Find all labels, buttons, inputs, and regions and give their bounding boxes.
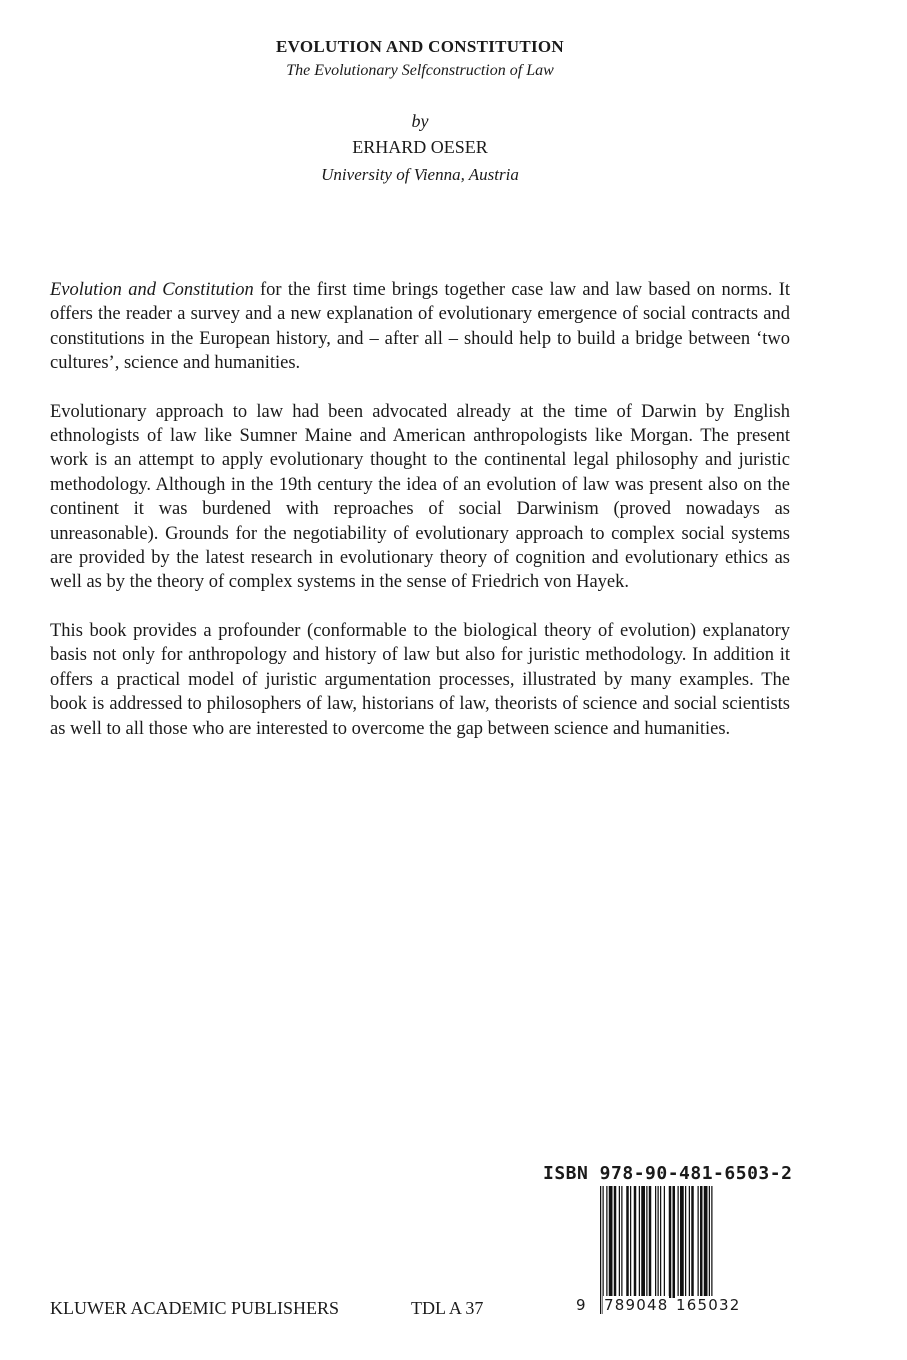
barcode-bar <box>691 1186 694 1298</box>
barcode-bar <box>619 1186 620 1298</box>
blurb-paragraph-3: This book provides a profounder (conformable to the biological theory of evolution) explanatory basis not only for anthropology and history of law but also for juristic methodology. In addition it offers a practical model of juristic argumentation processes, illustrated by many examples. The book is addressed to philosophers of law, historians of law, theorists of science and social scientists as well to all those who are interested to overcome the gap between science and humanities. <box>50 620 790 739</box>
book-header <box>0 36 840 186</box>
barcode-bar <box>678 1186 679 1298</box>
barcode-bar <box>630 1186 631 1298</box>
barcode-bar <box>658 1186 659 1314</box>
series-code: TDL A 37 <box>411 1298 484 1318</box>
barcode-bar <box>704 1186 708 1298</box>
barcode-bar <box>649 1186 652 1298</box>
barcode-bar <box>609 1186 613 1298</box>
barcode-bar <box>603 1186 604 1314</box>
by-line: by <box>411 111 429 131</box>
barcode-bar <box>655 1186 656 1314</box>
barcode-bar <box>634 1186 637 1298</box>
barcode-bar <box>626 1186 629 1298</box>
barcode-bar <box>680 1186 684 1298</box>
barcode-bar <box>669 1186 672 1298</box>
isbn-label: ISBN 978-90-481-6503-2 <box>543 1163 793 1184</box>
barcode-bar <box>660 1186 661 1298</box>
blurb-paragraph-1-text: for the first time brings together case law and law based on norms. It offers the reader a survey and a new explanation of evolutionary emergence of social contracts and constitutions in the European history, and – after all – should help to build a bridge between ‘two cultures’, science and humanities. <box>50 280 790 374</box>
book-subtitle: The Evolutionary Selfconstruction of Law <box>286 62 554 79</box>
barcode-bar <box>614 1186 617 1298</box>
author-affiliation: University of Vienna, Austria <box>321 165 519 184</box>
blurb-title-italic: Evolution and Constitution <box>50 280 254 300</box>
blurb <box>50 278 790 765</box>
barcode-bar <box>621 1186 622 1298</box>
barcode-bar <box>641 1186 645 1298</box>
book-title: EVOLUTION AND CONSTITUTION <box>275 37 565 56</box>
blurb-paragraph-2: Evolutionary approach to law had been advocated already at the time of Darwin by English ethnologists of law like Sumner Maine and American anthropologists like Morgan. The present work is an attempt to apply evolutionary thought to the continental legal philosophy and juristic methodology. Although in the 19th century the idea of an evolution of law was present also on the continent it was burdened with reproaches of social Darwinism (proved nowadays as unreasonable). Grounds for the negotiability of evolutionary approach to complex social systems are provided by the latest research in evolutionary theory of cognition and evolutionary ethics as well as by the theory of complex systems in the sense of Friedrich von Hayek. <box>50 401 790 593</box>
barcode-bar <box>700 1186 703 1298</box>
barcode-bar <box>689 1186 690 1298</box>
barcode-bar <box>606 1186 607 1298</box>
barcode-digit-first: 9 <box>576 1296 586 1314</box>
barcode-bar <box>600 1186 601 1314</box>
barcode-bar <box>709 1186 710 1314</box>
blurb-paragraph-1 <box>50 278 790 376</box>
barcode-bar <box>646 1186 647 1298</box>
barcode-bar <box>639 1186 640 1298</box>
publisher-name: KLUWER ACADEMIC PUBLISHERS <box>50 1298 340 1318</box>
barcode-bar <box>673 1186 676 1298</box>
author-name: ERHARD OESER <box>352 137 488 157</box>
barcode-bar <box>664 1186 665 1298</box>
barcode-bar <box>698 1186 699 1298</box>
barcode-bar <box>685 1186 686 1298</box>
barcode-digits-right: 165032 <box>676 1296 741 1314</box>
barcode-digits-left: 789048 <box>604 1296 669 1314</box>
barcode-bar <box>711 1186 712 1314</box>
